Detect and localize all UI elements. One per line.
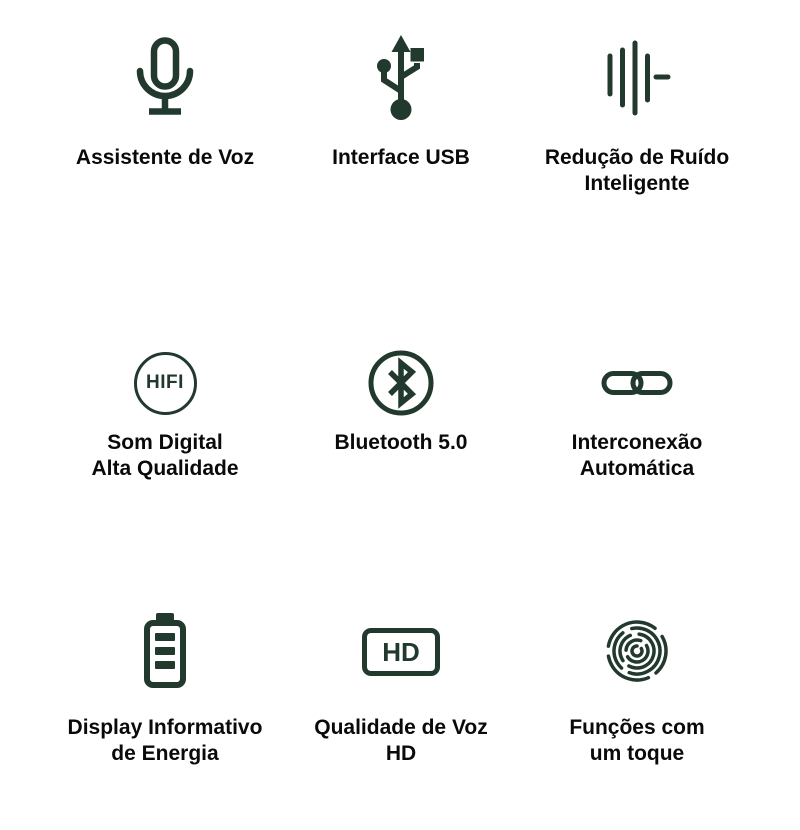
- feature-usb-interface: [283, 30, 519, 197]
- label-line: Qualidade de Voz: [314, 716, 488, 739]
- feature-noise-reduction: [519, 30, 755, 197]
- label-line: Automática: [579, 457, 695, 480]
- label-line: Assistente de Voz: [75, 146, 255, 169]
- label-line: Funções com: [569, 716, 705, 739]
- hd-badge-icon: [362, 613, 440, 691]
- label-line: Interconexão: [571, 431, 703, 454]
- feature-label: [91, 430, 238, 482]
- chain-link-icon: [599, 348, 675, 418]
- hifi-badge-text: HIFI: [146, 372, 184, 393]
- feature-row-1: [0, 30, 800, 197]
- feature-label: [334, 430, 467, 456]
- feature-interconnection: [519, 348, 755, 482]
- fingerprint-icon: [603, 613, 671, 691]
- hifi-badge-icon: [134, 348, 197, 418]
- bluetooth-icon: [368, 348, 434, 418]
- feature-label: [569, 715, 704, 767]
- feature-hd-voice: [283, 613, 519, 767]
- label-line: Inteligente: [584, 172, 690, 195]
- label-line: Interface USB: [332, 146, 470, 169]
- label-line: Bluetooth 5.0: [334, 431, 468, 454]
- feature-bluetooth: [283, 348, 519, 482]
- feature-one-touch: [519, 613, 755, 767]
- feature-battery-display: [47, 613, 283, 767]
- feature-label: [76, 145, 254, 171]
- feature-label: [572, 430, 703, 482]
- feature-label: [545, 145, 729, 197]
- feature-grid: [0, 30, 800, 830]
- feature-row-3: [0, 613, 800, 767]
- hd-badge-text: HD: [382, 636, 420, 667]
- label-line: um toque: [589, 742, 685, 765]
- label-line: de Energia: [111, 742, 219, 765]
- feature-voice-assistant: [47, 30, 283, 197]
- usb-icon: [371, 30, 431, 125]
- label-line: Redução de Ruído: [544, 146, 730, 169]
- label-line: HD: [385, 742, 417, 765]
- feature-label: [68, 715, 263, 767]
- battery-icon: [141, 613, 189, 691]
- label-line: Som Digital: [107, 431, 223, 454]
- feature-label: [314, 715, 487, 767]
- feature-row-2: [0, 348, 800, 482]
- microphone-icon: [127, 30, 203, 125]
- soundwave-icon: [603, 30, 671, 125]
- feature-label: [332, 145, 470, 171]
- label-line: Display Informativo: [67, 716, 263, 739]
- feature-hifi-sound: [47, 348, 283, 482]
- label-line: Alta Qualidade: [91, 457, 239, 480]
